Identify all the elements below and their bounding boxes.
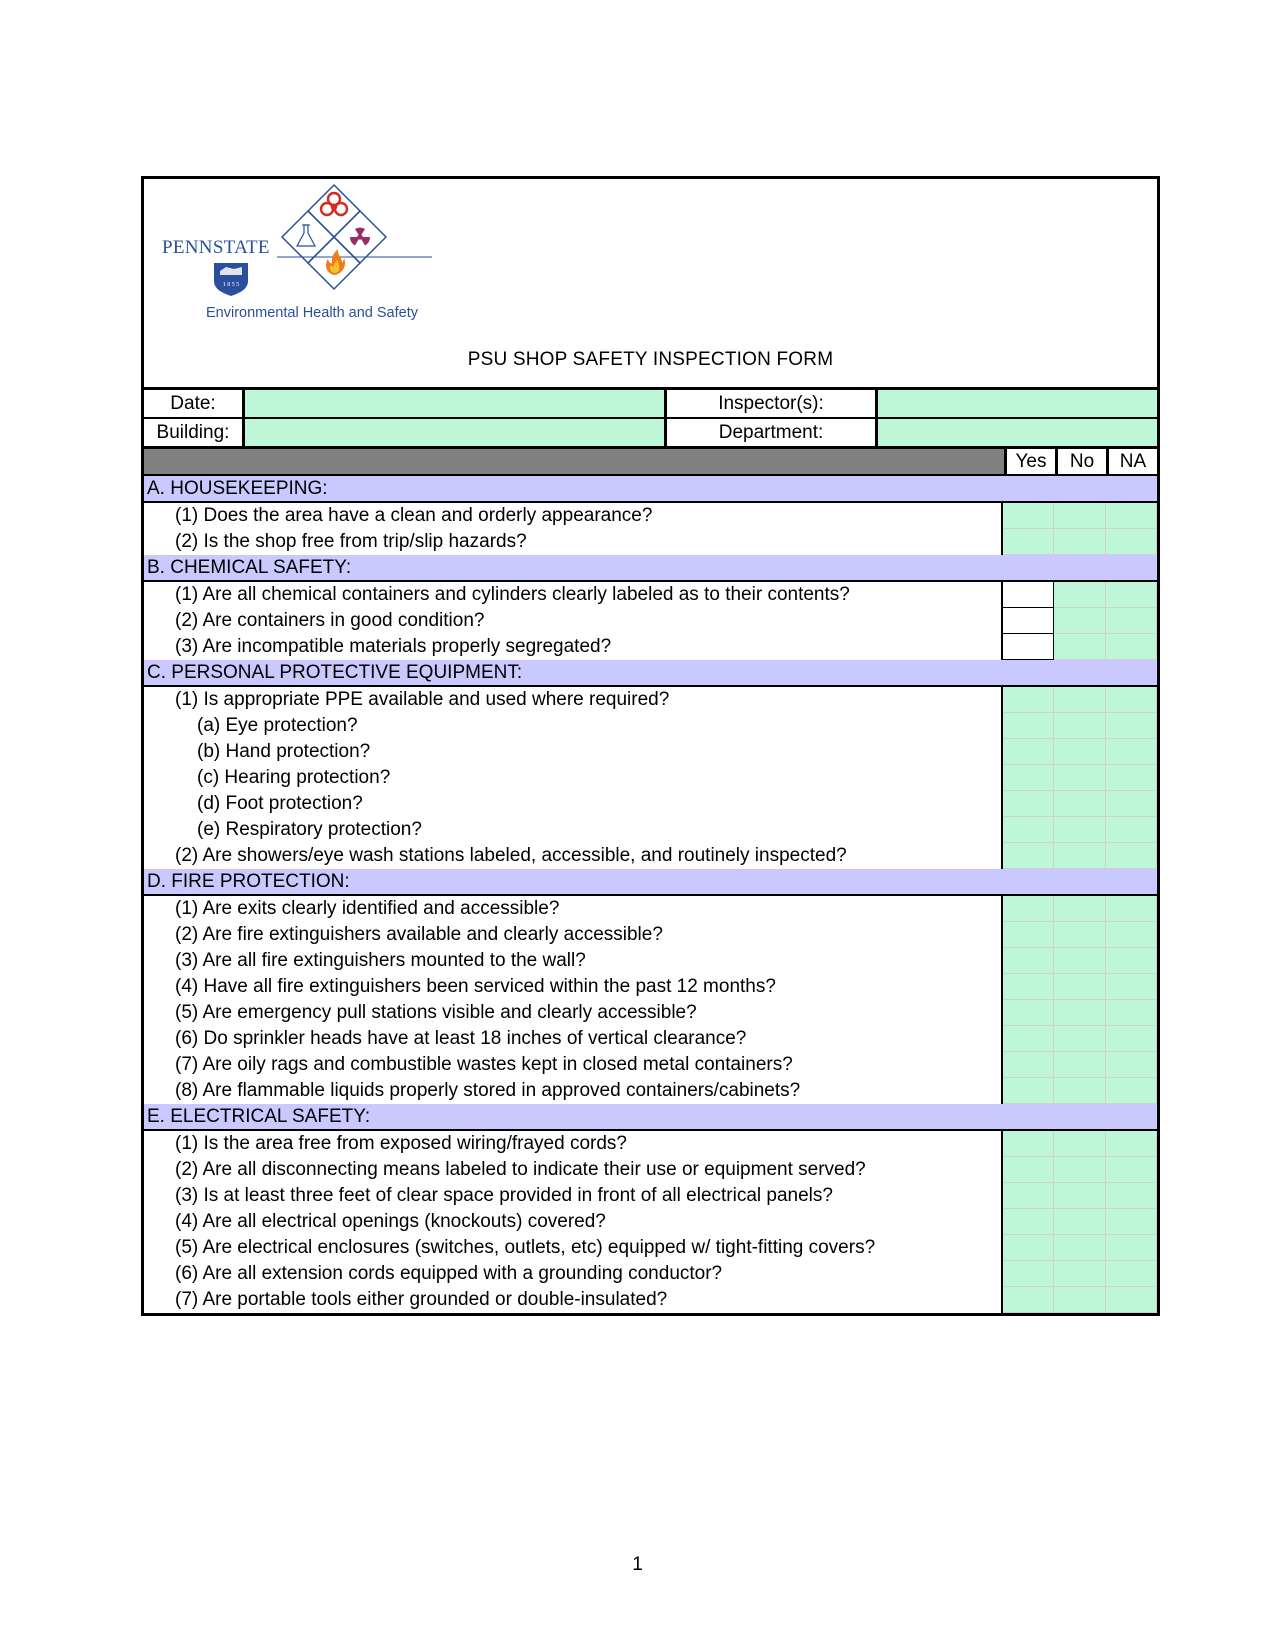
question-row <box>144 687 1157 713</box>
section-header: D. FIRE PROTECTION: <box>144 869 1157 896</box>
na-answer-cell[interactable] <box>1106 608 1157 634</box>
no-answer-cell[interactable] <box>1054 1183 1105 1209</box>
answer-cells <box>1001 582 1157 608</box>
answer-cells <box>1001 1131 1157 1157</box>
question-text: (c) Hearing protection? <box>197 767 391 788</box>
question-text: (b) Hand protection? <box>197 741 371 762</box>
answer-cells <box>1001 529 1157 555</box>
question-text: (d) Foot protection? <box>197 793 363 814</box>
question-row <box>144 948 1157 974</box>
question-row <box>144 922 1157 948</box>
question-row <box>144 896 1157 922</box>
na-answer-cell[interactable] <box>1106 634 1157 660</box>
answer-column-header <box>144 449 1157 476</box>
answer-cells <box>1001 634 1157 660</box>
form-title: PSU SHOP SAFETY INSPECTION FORM <box>467 349 834 370</box>
answer-cells <box>1001 1052 1157 1078</box>
question-text: (1) Is appropriate PPE available and used where required? <box>175 689 670 710</box>
answer-cells <box>1001 1000 1157 1026</box>
question-text: (3) Are incompatible materials properly segregated? <box>175 636 612 657</box>
yes-answer-cell[interactable] <box>1003 817 1054 843</box>
question-text: (4) Have all fire extinguishers been serviced within the past 12 months? <box>175 976 776 997</box>
na-answer-cell[interactable] <box>1106 817 1157 843</box>
na-answer-cell[interactable] <box>1106 503 1157 529</box>
question-text: (2) Are containers in good condition? <box>175 610 485 631</box>
section-header: E. ELECTRICAL SAFETY: <box>144 1104 1157 1131</box>
info-row-1 <box>144 390 1157 419</box>
answer-cells <box>1001 843 1157 869</box>
na-answer-cell[interactable] <box>1106 843 1157 869</box>
yes-answer-cell[interactable] <box>1003 713 1054 739</box>
no-answer-cell[interactable] <box>1054 1235 1105 1261</box>
na-answer-cell[interactable] <box>1106 529 1157 555</box>
question-row <box>144 739 1157 765</box>
question-text: (3) Is at least three feet of clear space provided in front of all electrical panels? <box>175 1185 833 1206</box>
inspector-input[interactable] <box>878 390 1157 417</box>
question-text: (7) Are portable tools either grounded or double-insulated? <box>175 1289 668 1310</box>
yes-answer-cell[interactable] <box>1003 608 1054 634</box>
no-answer-cell[interactable] <box>1054 1287 1105 1313</box>
question-text: (2) Is the shop free from trip/slip hazards? <box>175 531 527 552</box>
na-answer-cell[interactable] <box>1106 1131 1157 1157</box>
yes-answer-cell[interactable] <box>1003 503 1054 529</box>
yes-answer-cell[interactable] <box>1003 529 1054 555</box>
no-answer-cell[interactable] <box>1054 1209 1105 1235</box>
no-answer-cell[interactable] <box>1054 1157 1105 1183</box>
inspection-form <box>141 176 1160 1316</box>
question-row <box>144 608 1157 634</box>
na-answer-cell[interactable] <box>1106 922 1157 948</box>
question-text: (8) Are flammable liquids properly stored in approved containers/cabinets? <box>175 1080 801 1101</box>
question-text: (2) Are all disconnecting means labeled to indicate their use or equipment served? <box>175 1159 866 1180</box>
section-header: C. PERSONAL PROTECTIVE EQUIPMENT: <box>144 660 1157 687</box>
answer-cells <box>1001 1078 1157 1104</box>
building-input[interactable] <box>245 419 667 446</box>
question-text: (1) Are exits clearly identified and accessible? <box>175 898 560 919</box>
na-answer-cell[interactable] <box>1106 948 1157 974</box>
question-row <box>144 791 1157 817</box>
yes-answer-cell[interactable] <box>1003 687 1054 713</box>
na-answer-cell[interactable] <box>1106 1261 1157 1287</box>
answer-cells <box>1001 791 1157 817</box>
na-answer-cell[interactable] <box>1106 1000 1157 1026</box>
question-text: (a) Eye protection? <box>197 715 358 736</box>
question-row <box>144 1261 1157 1287</box>
no-answer-cell[interactable] <box>1054 1078 1105 1104</box>
question-row <box>144 817 1157 843</box>
yes-answer-cell[interactable] <box>1003 1183 1054 1209</box>
question-row <box>144 713 1157 739</box>
answer-cells <box>1001 922 1157 948</box>
na-answer-cell[interactable] <box>1106 1157 1157 1183</box>
answer-cells <box>1001 974 1157 1000</box>
no-answer-cell[interactable] <box>1054 713 1105 739</box>
page-number: 1 <box>632 1554 643 1575</box>
answer-cells <box>1001 896 1157 922</box>
question-row <box>144 529 1157 555</box>
question-row <box>144 582 1157 608</box>
question-text: (e) Respiratory protection? <box>197 819 422 840</box>
answer-cells <box>1001 739 1157 765</box>
biohazard-icon <box>321 193 347 215</box>
yes-answer-cell[interactable] <box>1003 1000 1054 1026</box>
question-row <box>144 503 1157 529</box>
yes-answer-cell[interactable] <box>1003 974 1054 1000</box>
no-answer-cell[interactable] <box>1054 922 1105 948</box>
yes-answer-cell[interactable] <box>1003 1078 1054 1104</box>
question-text: (7) Are oily rags and combustible wastes kept in closed metal containers? <box>175 1054 793 1075</box>
question-text: (5) Are emergency pull stations visible and clearly accessible? <box>175 1002 697 1023</box>
date-label: Date: <box>144 390 245 417</box>
question-row <box>144 843 1157 869</box>
info-row-2 <box>144 419 1157 449</box>
na-answer-cell[interactable] <box>1106 1183 1157 1209</box>
question-row <box>144 1026 1157 1052</box>
yes-answer-cell[interactable] <box>1003 843 1054 869</box>
no-answer-cell[interactable] <box>1054 896 1105 922</box>
yes-answer-cell[interactable] <box>1003 765 1054 791</box>
na-answer-cell[interactable] <box>1106 896 1157 922</box>
answer-cells <box>1001 1157 1157 1183</box>
answer-cells <box>1001 1026 1157 1052</box>
question-row <box>144 974 1157 1000</box>
yes-answer-cell[interactable] <box>1003 1026 1054 1052</box>
na-answer-cell[interactable] <box>1106 1235 1157 1261</box>
na-answer-cell[interactable] <box>1106 687 1157 713</box>
no-answer-cell[interactable] <box>1054 503 1105 529</box>
shield-icon <box>214 263 248 296</box>
na-answer-cell[interactable] <box>1106 1209 1157 1235</box>
no-answer-cell[interactable] <box>1054 948 1105 974</box>
section-header: A. HOUSEKEEPING: <box>144 476 1157 503</box>
yes-answer-cell[interactable] <box>1003 634 1054 660</box>
na-column-header: NA <box>1106 449 1157 474</box>
yes-answer-cell[interactable] <box>1003 1287 1054 1313</box>
answer-cells <box>1001 1261 1157 1287</box>
yes-answer-cell[interactable] <box>1003 1131 1054 1157</box>
form-header <box>144 179 1157 390</box>
checklist-sections <box>144 476 1157 1313</box>
yes-answer-cell[interactable] <box>1003 1157 1054 1183</box>
no-answer-cell[interactable] <box>1054 739 1105 765</box>
no-answer-cell[interactable] <box>1054 791 1105 817</box>
department-label: Department: <box>667 419 878 446</box>
answer-cells <box>1001 687 1157 713</box>
question-row <box>144 1209 1157 1235</box>
no-answer-cell[interactable] <box>1054 765 1105 791</box>
flame-icon <box>326 249 345 275</box>
question-row <box>144 1235 1157 1261</box>
yes-answer-cell[interactable] <box>1003 1052 1054 1078</box>
no-answer-cell[interactable] <box>1054 687 1105 713</box>
ehs-department-name: Environmental Health and Safety <box>206 305 418 321</box>
na-answer-cell[interactable] <box>1106 791 1157 817</box>
inspector-label: Inspector(s): <box>667 390 878 417</box>
question-row <box>144 1131 1157 1157</box>
no-answer-cell[interactable] <box>1054 974 1105 1000</box>
question-row <box>144 1183 1157 1209</box>
yes-answer-cell[interactable] <box>1003 1235 1054 1261</box>
answer-cells <box>1001 1209 1157 1235</box>
penn-state-ehs-logo <box>162 183 462 323</box>
no-answer-cell[interactable] <box>1054 1052 1105 1078</box>
answer-cells <box>1001 713 1157 739</box>
department-input[interactable] <box>878 419 1157 446</box>
section-header: B. CHEMICAL SAFETY: <box>144 555 1157 582</box>
answer-cells <box>1001 503 1157 529</box>
answer-cells <box>1001 1287 1157 1313</box>
yes-answer-cell[interactable] <box>1003 896 1054 922</box>
yes-answer-cell[interactable] <box>1003 1261 1054 1287</box>
question-row <box>144 1052 1157 1078</box>
question-row <box>144 765 1157 791</box>
no-answer-cell[interactable] <box>1054 608 1105 634</box>
answer-cells <box>1001 608 1157 634</box>
answer-cells <box>1001 948 1157 974</box>
no-answer-cell[interactable] <box>1054 1261 1105 1287</box>
answer-cells <box>1001 1235 1157 1261</box>
university-name: PENNSTATE <box>162 237 270 258</box>
na-answer-cell[interactable] <box>1106 739 1157 765</box>
no-answer-cell[interactable] <box>1054 634 1105 660</box>
na-answer-cell[interactable] <box>1106 1287 1157 1313</box>
building-label: Building: <box>144 419 245 446</box>
na-answer-cell[interactable] <box>1106 582 1157 608</box>
radiation-icon <box>350 228 370 246</box>
question-row <box>144 1287 1157 1313</box>
question-text: (4) Are all electrical openings (knockouts) covered? <box>175 1211 606 1232</box>
question-row <box>144 1000 1157 1026</box>
no-answer-cell[interactable] <box>1054 843 1105 869</box>
yes-answer-cell[interactable] <box>1003 948 1054 974</box>
flask-icon <box>297 225 315 246</box>
shield-year: 1 8 5 5 <box>222 282 240 288</box>
no-column-header: No <box>1055 449 1106 474</box>
yes-answer-cell[interactable] <box>1003 1209 1054 1235</box>
date-input[interactable] <box>245 390 667 417</box>
na-answer-cell[interactable] <box>1106 713 1157 739</box>
question-text: (1) Does the area have a clean and orderly appearance? <box>175 505 653 526</box>
question-text: (6) Are all extension cords equipped with a grounding conductor? <box>175 1263 723 1284</box>
na-answer-cell[interactable] <box>1106 765 1157 791</box>
answer-cells <box>1001 817 1157 843</box>
question-text: (3) Are all fire extinguishers mounted to the wall? <box>175 950 586 971</box>
yes-column-header: Yes <box>1004 449 1055 474</box>
question-text: (2) Are showers/eye wash stations labeled, accessible, and routinely inspected? <box>175 845 847 866</box>
question-text: (2) Are fire extinguishers available and clearly accessible? <box>175 924 663 945</box>
yes-answer-cell[interactable] <box>1003 791 1054 817</box>
na-answer-cell[interactable] <box>1106 1026 1157 1052</box>
question-row <box>144 1157 1157 1183</box>
na-answer-cell[interactable] <box>1106 974 1157 1000</box>
question-row <box>144 1078 1157 1104</box>
no-answer-cell[interactable] <box>1054 529 1105 555</box>
yes-answer-cell[interactable] <box>1003 582 1054 608</box>
no-answer-cell[interactable] <box>1054 1000 1105 1026</box>
no-answer-cell[interactable] <box>1054 1131 1105 1157</box>
answer-cells <box>1001 765 1157 791</box>
answer-cells <box>1001 1183 1157 1209</box>
na-answer-cell[interactable] <box>1106 1078 1157 1104</box>
no-answer-cell[interactable] <box>1054 582 1105 608</box>
question-text: (1) Is the area free from exposed wiring/frayed cords? <box>175 1133 627 1154</box>
question-text: (6) Do sprinkler heads have at least 18 inches of vertical clearance? <box>175 1028 747 1049</box>
question-row <box>144 634 1157 660</box>
question-text: (1) Are all chemical containers and cylinders clearly labeled as to their contents? <box>175 584 850 605</box>
no-answer-cell[interactable] <box>1054 817 1105 843</box>
na-answer-cell[interactable] <box>1106 1052 1157 1078</box>
question-text: (5) Are electrical enclosures (switches, outlets, etc) equipped w/ tight-fitting covers? <box>175 1237 876 1258</box>
yes-answer-cell[interactable] <box>1003 922 1054 948</box>
yes-answer-cell[interactable] <box>1003 739 1054 765</box>
no-answer-cell[interactable] <box>1054 1026 1105 1052</box>
